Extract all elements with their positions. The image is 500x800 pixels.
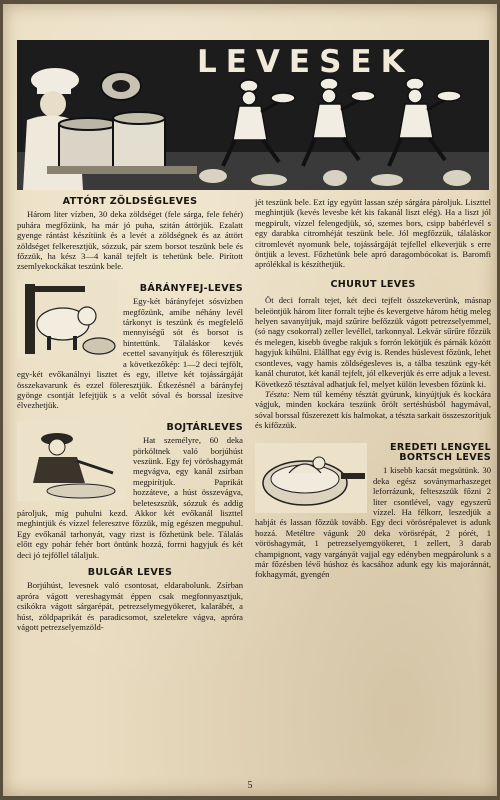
recipe-heading: CHURUT LEVES (330, 278, 416, 290)
recipe-text: Három liter vízben, 30 deka zöldséget (fele sárga, fele fehér) puhára megfőzünk, ha már jó puha, szitán áttörjük. Ezalatt gyenge rántást készítünk és a levét a zöldségnek és az áttört zöldséget felkeresztjük, sózzuk, pár szem borsot teszünk bele és főzzük, ha kész 3—4 kanál tejfelt is tehetünk bele. Pirított zsemlyekockákat teszünk bele. (17, 209, 243, 272)
recipe-text: Öt deci forralt tejet, két deci tejfelt összekeverünk, másnap beleöntjük három liter forralt tejbe és kevergetve három hétig meleg helyen savanyítjuk, majd szűrire befőzzük vágott petrezselyemmel, (só nagy csokorral) zeller levéllel, tarkonnyal. Lekvár sűrűre főzzük és melegen, kisebb üvegbe rakjuk s forrón lekötjük és párnák között hagyjuk kihűlni. Elállhat egy évig is. Rendes húslevest főzünk, lehet csontleves, vagy hamis zöldségesleves is, a tálba teszünk egy-két kanál churutot, két kanál tejfelt, jól elkeverjük és erre adjuk a levest. Következő tésztával adhatjuk fel, melyet külön levesben főzünk ki. (255, 295, 491, 389)
recipe-heading: EREDETI LENGYEL BORTSCH LEVES (390, 441, 491, 463)
page-title: LEVESEK (197, 44, 414, 80)
recipe-heading: BÁRÁNYFEJ-LEVES (139, 282, 243, 294)
recipe-text-dough (255, 389, 491, 431)
recipe-heading: BULGÁR LEVES (87, 567, 173, 578)
recipe-heading: ATTÓRT ZÖLDSÉGLEVES (62, 196, 198, 207)
dough-label: Tészta: (265, 388, 290, 399)
shepherd-illustration (17, 421, 127, 501)
recipe-text: Egy-két bárányfejet sósvízben megfőzünk, amibe néhány levél tárkonyt is teszünk és megfelelő mennyiségű sót és borsot is hintettünk. Tálaláskor kevés ecettel savanyítjuk és főleresztjük a következőkép: 1—2 deci tejfölt, egy-két evőkanálnyi lisztet és egy, illetve két tojássárgáját összekavarunk és ezzel föleresztjük. Étkezésnél a bárányfej gyönge csontját lefejtjük s a velőt sóval és borssal ízesítve élvezhetjük. (17, 296, 243, 411)
recipe-text: Hat személyre, 60 deka pörköltnek való borjúhúst veszünk. Egy fej vöröshagymát megvágva, egy kanál zsírban megpirítjuk. Paprikát hozzáteve, a húst összevágva, beleteszszük, sózzuk és addig pároljuk, míg puhulni kezd. Akkor két evőkanál liszttel meghintjük és vízzel feleresztve főzzük, míg egészen megpuhul. Egy evőkanál tarhonyát, vagy rizst is főzhetünk bele. Tálalás előtt egy pohár fehér bort öntünk hozzá, forrni hagyjuk és két deci jó tejföllel tálaljuk. (17, 435, 243, 560)
recipe-text-continued: jét teszünk bele. Ezt így együtt lassan szép sárgára pároljuk. Liszttel meghintjük (kevés levesbe két kis fakanál liszt elég). Ha a liszt jól megpirult, vízzel felengedjük, só, szemes bors, csipp babérlevél s egy darabka citromhéját teszünk bele. Jól megfőzzük, tálaláskor citromlevét nyomunk bele, tojássárgáját tejfellel elkeverjük s erre öntjük a levest. Főzhetünk bele apró daragombócokat is. Baromfi aprólékkal is készíthetjük. (255, 197, 491, 270)
left-column (17, 197, 243, 632)
recipe-text: 1 kisebb kacsát megsütünk. 30 deka egész soványmarhaszeget leforrázunk, felteszszük főzni 2 liter csontlével, vagy egyszerű vízzel. Ha félkorr, leszedjük a habját és lassan főzzük tovább. Egy deci vörösrépalevet is adunk hozzá. Metéltre vágunk 20 deka vörösrépát, 2 pórét, 1 vöröshagymát, 1 petrezselyemgyökeret, 1 zellert, 3 darab champignont, vagy vargányát vajjal egy edényben megpárolunk s a már főzésben lévő húshoz és kacsához adunk egy kis majoránnát, fokhagymát, gyengén (255, 465, 491, 580)
header-illustration (17, 40, 489, 190)
right-column (255, 197, 491, 580)
recipe-text: Borjúhúst, levesnek való csontosat, eldarabolunk. Zsírban apróra vágott vereshagymát éppen csak megfonnyasztjuk, csikókra vágott sárgarépát, petrezselymegyökeret, kalarábét, a húst, zöldpaprikát és paradicsomot, szeletekre vágva, apróra vágott petrezselyemzöld- (17, 580, 243, 633)
dough-text: Nem túl kemény tésztát gyúrunk, kinyújtjuk és kockára vágjuk, minden kockára teszünk őrölt sertéshúsból hagymával, sóval borssal fűszerezett kis halmokat, a tészta sarkait összeszorítjuk és kifőzzük. (255, 388, 492, 431)
lamb-illustration (17, 280, 117, 358)
recipe-heading: BOJTÁRLEVES (166, 421, 243, 433)
cookbook-page (3, 4, 497, 796)
soup-pot-illustration (255, 443, 367, 513)
page-number: 5 (247, 780, 253, 791)
